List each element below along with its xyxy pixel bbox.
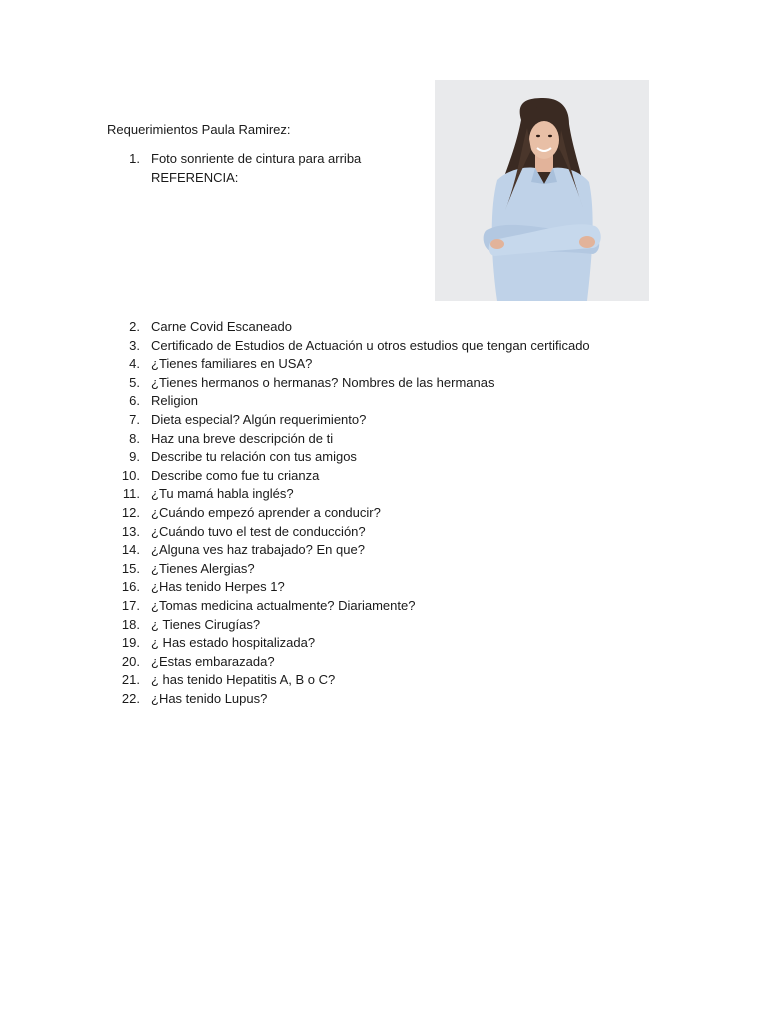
document-title: Requerimientos Paula Ramirez:	[107, 122, 291, 137]
list-item	[107, 560, 667, 579]
list-text: Describe tu relación con tus amigos	[151, 449, 357, 465]
list-text: Foto sonriente de cintura para arriba	[151, 151, 362, 166]
list-text: ¿Tienes Alergias?	[151, 560, 255, 576]
list-text: ¿Cuándo tuvo el test de conducción?	[151, 523, 366, 539]
list-text: ¿Tomas medicina actualmente? Diariamente?	[151, 597, 416, 613]
list-number: 20.	[121, 653, 140, 669]
list-number: 9.	[129, 449, 140, 465]
list-text: ¿Estas embarazada?	[151, 653, 275, 669]
list-number: 6.	[129, 393, 140, 409]
list-number: 11.	[122, 486, 140, 502]
list-item	[107, 504, 667, 523]
list-text: Carne Covid Escaneado	[151, 319, 292, 334]
list-item-photo-requirement	[107, 150, 427, 187]
list-text: ¿ has tenido Hepatitis A, B o C?	[151, 672, 336, 688]
list-text: Dieta especial? Algún requerimiento?	[151, 411, 367, 427]
list-number: 22.	[121, 690, 140, 706]
list-number: 8.	[129, 430, 140, 446]
list-text: ¿Tienes hermanos o hermanas? Nombres de las hermanas	[151, 374, 495, 390]
list-number: 12.	[121, 504, 140, 520]
list-number: 4.	[129, 356, 140, 372]
list-text: ¿ Tienes Cirugías?	[151, 616, 261, 632]
list-text: ¿Cuándo empezó aprender a conducir?	[151, 504, 381, 520]
requirements-list	[107, 318, 667, 708]
list-item	[107, 355, 667, 374]
list-item	[107, 467, 667, 486]
list-item	[107, 523, 667, 542]
list-item	[107, 430, 667, 449]
list-item	[107, 411, 667, 430]
list-text: ¿Alguna ves haz trabajado? En que?	[151, 542, 365, 558]
list-text: Religion	[151, 393, 198, 409]
list-item	[107, 541, 667, 560]
list-number: 13.	[121, 523, 140, 539]
reference-photo	[435, 80, 649, 301]
list-item	[107, 634, 667, 653]
list-item	[107, 374, 667, 393]
list-text: ¿Has tenido Lupus?	[151, 690, 268, 706]
list-item	[107, 690, 667, 709]
list-number: 17.	[121, 597, 140, 613]
list-number: 1.	[129, 151, 140, 166]
list-item	[107, 392, 667, 411]
list-item	[107, 485, 667, 504]
list-item	[107, 653, 667, 672]
list-number: 2.	[129, 319, 140, 334]
list-number: 3.	[129, 337, 140, 353]
list-number: 19.	[121, 635, 140, 651]
list-number: 18.	[121, 616, 140, 632]
list-text: ¿Has tenido Herpes 1?	[151, 579, 285, 595]
list-item	[107, 448, 667, 467]
list-number: 5.	[129, 374, 140, 390]
list-text: ¿Tienes familiares en USA?	[151, 356, 313, 372]
list-item	[107, 616, 667, 635]
list-item	[107, 578, 667, 597]
list-item	[107, 318, 667, 337]
list-text: Describe como fue tu crianza	[151, 467, 320, 483]
list-item	[107, 671, 667, 690]
list-item	[107, 597, 667, 616]
list-item	[107, 337, 667, 356]
list-number: 10.	[121, 467, 140, 483]
list-text: ¿ Has estado hospitalizada?	[151, 635, 316, 651]
list-number: 21.	[121, 672, 140, 688]
list-number: 15.	[121, 560, 140, 576]
list-number: 14.	[121, 542, 140, 558]
list-text: Certificado de Estudios de Actuación u otros estudios que tengan certificado	[151, 337, 590, 353]
reference-label: REFERENCIA:	[151, 169, 239, 185]
list-number: 16.	[121, 579, 140, 595]
list-text: ¿Tu mamá habla inglés?	[151, 486, 294, 502]
woman-portrait-image	[435, 80, 649, 301]
list-number: 7.	[129, 411, 140, 427]
list-text: Haz una breve descripción de ti	[151, 430, 334, 446]
